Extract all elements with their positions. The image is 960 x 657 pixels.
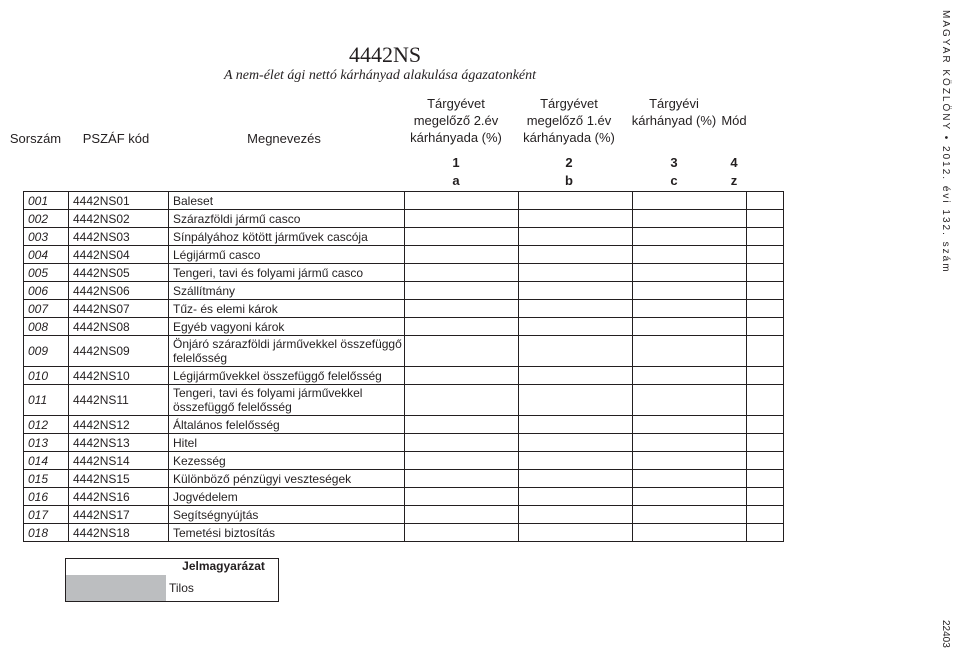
cell-z[interactable] — [747, 228, 784, 246]
cell-a[interactable] — [405, 228, 519, 246]
cell-c[interactable] — [633, 246, 747, 264]
cell-z[interactable] — [747, 385, 784, 416]
table-row — [24, 488, 784, 506]
col-header-2: Tárgyévet megelőző 1.év kárhányada (%) — [523, 96, 615, 145]
row-number: 006 — [24, 282, 69, 300]
table-row — [24, 300, 784, 318]
table-row — [24, 282, 784, 300]
row-code: 4442NS08 — [69, 318, 169, 336]
row-code: 4442NS17 — [69, 506, 169, 524]
cell-b[interactable] — [519, 385, 633, 416]
page-subtitle: A nem-élet ági nettó kárhányad alakulása ágazatonként — [223, 68, 537, 83]
col-number-4: 4 — [730, 155, 738, 170]
table-row — [24, 524, 784, 542]
row-name: Általános felelősség — [169, 416, 405, 434]
col-header-4: Mód — [721, 113, 747, 128]
cell-a[interactable] — [405, 246, 519, 264]
cell-a[interactable] — [405, 282, 519, 300]
col-number-3: 3 — [670, 155, 678, 170]
cell-b[interactable] — [519, 367, 633, 385]
table-row — [24, 506, 784, 524]
row-code: 4442NS03 — [69, 228, 169, 246]
row-number: 014 — [24, 452, 69, 470]
cell-z[interactable] — [747, 246, 784, 264]
cell-c[interactable] — [633, 300, 747, 318]
row-number: 003 — [24, 228, 69, 246]
row-code: 4442NS14 — [69, 452, 169, 470]
row-number: 005 — [24, 264, 69, 282]
row-code: 4442NS13 — [69, 434, 169, 452]
cell-c[interactable] — [633, 318, 747, 336]
col-number-1: 1 — [452, 155, 460, 170]
cell-c[interactable] — [633, 524, 747, 542]
masthead: MAGYAR KÖZLÖNY • 2012. évi 132. szám — [940, 10, 951, 274]
cell-b[interactable] — [519, 300, 633, 318]
data-table-body — [24, 192, 784, 542]
row-number: 017 — [24, 506, 69, 524]
row-name: Sínpályához kötött járművek cascója — [169, 228, 405, 246]
legend — [65, 558, 279, 602]
cell-z[interactable] — [747, 192, 784, 210]
cell-a[interactable] — [405, 192, 519, 210]
cell-c[interactable] — [633, 488, 747, 506]
cell-b[interactable] — [519, 488, 633, 506]
row-code: 4442NS05 — [69, 264, 169, 282]
cell-a[interactable] — [405, 210, 519, 228]
cell-a[interactable] — [405, 470, 519, 488]
cell-c[interactable] — [633, 385, 747, 416]
col-header-sorszam: Sorszám — [9, 131, 62, 146]
row-name: Szállítmány — [169, 282, 405, 300]
cell-a[interactable] — [405, 385, 519, 416]
cell-a[interactable] — [405, 452, 519, 470]
cell-c[interactable] — [633, 452, 747, 470]
col-letter-c: c — [670, 173, 678, 188]
cell-b[interactable] — [519, 506, 633, 524]
cell-z[interactable] — [747, 318, 784, 336]
cell-b[interactable] — [519, 228, 633, 246]
cell-b[interactable] — [519, 192, 633, 210]
cell-c[interactable] — [633, 367, 747, 385]
cell-b[interactable] — [519, 470, 633, 488]
row-name: Tengeri, tavi és folyami járművekkel összefüggő felelősség — [169, 385, 405, 416]
legend-item-label: Tilos — [169, 581, 194, 595]
cell-z[interactable] — [747, 524, 784, 542]
cell-a[interactable] — [405, 336, 519, 367]
cell-z[interactable] — [747, 264, 784, 282]
row-code: 4442NS16 — [69, 488, 169, 506]
cell-a[interactable] — [405, 524, 519, 542]
row-number: 010 — [24, 367, 69, 385]
cell-c[interactable] — [633, 192, 747, 210]
cell-b[interactable] — [519, 282, 633, 300]
table-row — [24, 385, 784, 416]
col-header-1: Tárgyévet megelőző 2.év kárhányada (%) — [410, 96, 502, 145]
row-code: 4442NS09 — [69, 336, 169, 367]
cell-z[interactable] — [747, 210, 784, 228]
data-table — [23, 191, 784, 542]
row-number: 012 — [24, 416, 69, 434]
row-name: Hitel — [169, 434, 405, 452]
cell-b[interactable] — [519, 416, 633, 434]
cell-a[interactable] — [405, 434, 519, 452]
row-code: 4442NS07 — [69, 300, 169, 318]
cell-b[interactable] — [519, 336, 633, 367]
row-number: 002 — [24, 210, 69, 228]
cell-b[interactable] — [519, 318, 633, 336]
row-number: 009 — [24, 336, 69, 367]
cell-a[interactable] — [405, 300, 519, 318]
row-name: Légijármű casco — [169, 246, 405, 264]
row-name: Baleset — [169, 192, 405, 210]
row-code: 4442NS04 — [69, 246, 169, 264]
cell-c[interactable] — [633, 264, 747, 282]
row-number: 013 — [24, 434, 69, 452]
row-name: Tűz- és elemi károk — [169, 300, 405, 318]
cell-a[interactable] — [405, 318, 519, 336]
cell-c[interactable] — [633, 416, 747, 434]
cell-b[interactable] — [519, 264, 633, 282]
table-row — [24, 336, 784, 367]
cell-a[interactable] — [405, 488, 519, 506]
row-code: 4442NS18 — [69, 524, 169, 542]
col-letter-b: b — [565, 173, 573, 188]
row-code: 4442NS11 — [69, 385, 169, 416]
row-name: Légijárművekkel összefüggő felelősség — [169, 367, 405, 385]
row-number: 011 — [24, 385, 69, 416]
col-header-megnevezes: Megnevezés — [247, 131, 321, 146]
row-code: 4442NS15 — [69, 470, 169, 488]
row-name: Jogvédelem — [169, 488, 405, 506]
legend-title: Jelmagyarázat — [182, 559, 265, 573]
row-name: Tengeri, tavi és folyami jármű casco — [169, 264, 405, 282]
row-code: 4442NS01 — [69, 192, 169, 210]
cell-z[interactable] — [747, 452, 784, 470]
cell-c[interactable] — [633, 506, 747, 524]
cell-a[interactable] — [405, 367, 519, 385]
cell-z[interactable] — [747, 282, 784, 300]
row-number: 004 — [24, 246, 69, 264]
page-sidebar — [938, 0, 960, 657]
page-title: 4442NS — [348, 42, 422, 67]
cell-z[interactable] — [747, 367, 784, 385]
table-row — [24, 210, 784, 228]
row-name: Temetési biztosítás — [169, 524, 405, 542]
table-row — [24, 367, 784, 385]
cell-c[interactable] — [633, 210, 747, 228]
table-row — [24, 192, 784, 210]
cell-a[interactable] — [405, 264, 519, 282]
table-row — [24, 452, 784, 470]
row-code: 4442NS06 — [69, 282, 169, 300]
table-row — [24, 318, 784, 336]
cell-c[interactable] — [633, 336, 747, 367]
cell-b[interactable] — [519, 246, 633, 264]
cell-z[interactable] — [747, 488, 784, 506]
table-row — [24, 416, 784, 434]
table-row — [24, 264, 784, 282]
row-code: 4442NS02 — [69, 210, 169, 228]
cell-a[interactable] — [405, 416, 519, 434]
row-number: 016 — [24, 488, 69, 506]
row-number: 018 — [24, 524, 69, 542]
cell-z[interactable] — [747, 300, 784, 318]
cell-a[interactable] — [405, 506, 519, 524]
cell-c[interactable] — [633, 282, 747, 300]
cell-z[interactable] — [747, 416, 784, 434]
table-row — [24, 228, 784, 246]
cell-z[interactable] — [747, 506, 784, 524]
col-letter-z: z — [730, 173, 738, 188]
cell-b[interactable] — [519, 434, 633, 452]
row-number: 008 — [24, 318, 69, 336]
row-number: 007 — [24, 300, 69, 318]
col-header-3: Tárgyévi kárhányad (%) — [631, 96, 717, 128]
col-header-pszaf: PSZÁF kód — [82, 131, 150, 146]
row-code: 4442NS10 — [69, 367, 169, 385]
cell-c[interactable] — [633, 228, 747, 246]
row-code: 4442NS12 — [69, 416, 169, 434]
page-number: 22403 — [940, 620, 951, 648]
row-number: 001 — [24, 192, 69, 210]
col-letter-a: a — [452, 173, 460, 188]
table-row — [24, 470, 784, 488]
legend-swatch — [66, 575, 166, 601]
row-name: Egyéb vagyoni károk — [169, 318, 405, 336]
cell-b[interactable] — [519, 210, 633, 228]
col-number-2: 2 — [565, 155, 573, 170]
cell-z[interactable] — [747, 434, 784, 452]
row-name: Önjáró szárazföldi járművekkel összefüggő felelősség — [169, 336, 405, 367]
row-name: Kezesség — [169, 452, 405, 470]
row-name: Különböző pénzügyi veszteségek — [169, 470, 405, 488]
cell-z[interactable] — [747, 336, 784, 367]
row-name: Segítségnyújtás — [169, 506, 405, 524]
row-name: Szárazföldi jármű casco — [169, 210, 405, 228]
cell-b[interactable] — [519, 452, 633, 470]
row-number: 015 — [24, 470, 69, 488]
cell-z[interactable] — [747, 470, 784, 488]
cell-c[interactable] — [633, 470, 747, 488]
table-row — [24, 246, 784, 264]
table-row — [24, 434, 784, 452]
cell-c[interactable] — [633, 434, 747, 452]
cell-b[interactable] — [519, 524, 633, 542]
